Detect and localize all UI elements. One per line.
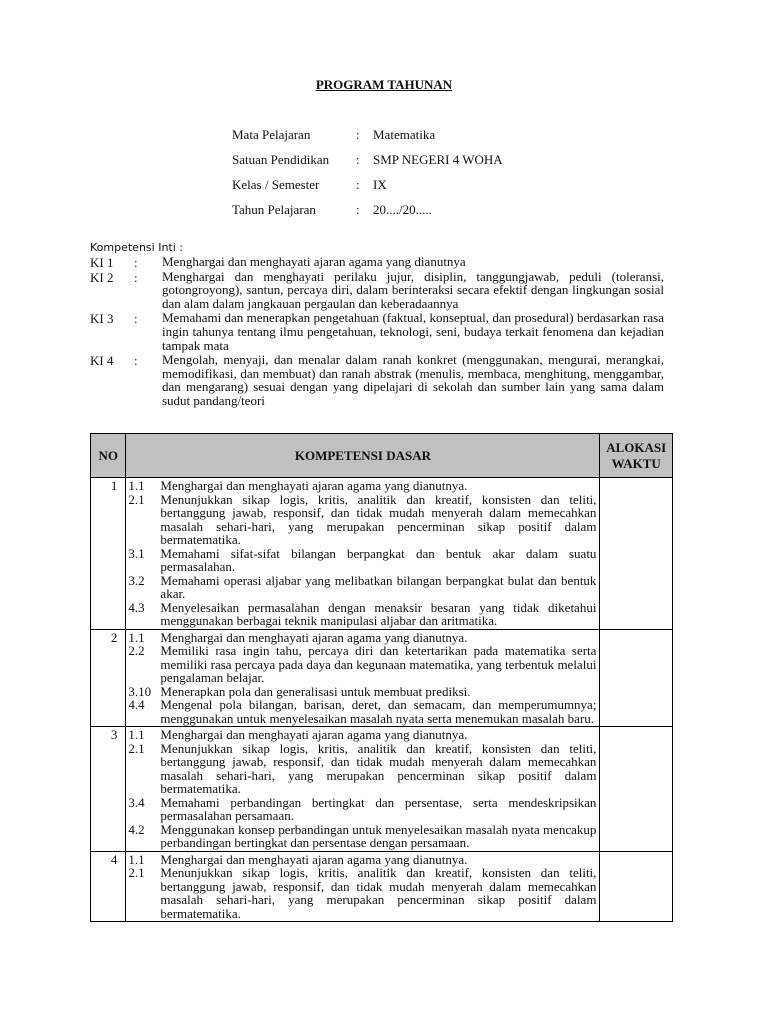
alokasi-waktu-cell [600, 727, 673, 852]
kd-text: Menerapkan pola dan generalisasi untuk membuat prediksi. [160, 683, 471, 699]
meta-label: Satuan Pendidikan [232, 152, 330, 167]
kd-text: Menunjukkan sikap logis, kritis, analitik dan kreatif, konsisten dan teliti, bertanggung jawab, responsif, dan tidak mudah menyerah dalam memecahkan masalah sehari-hari, yang merupakan pencerminan sikap positif dalam bermatematika. [160, 740, 597, 796]
table-header-row [91, 434, 673, 478]
kd-number: 3.1 [128, 545, 145, 561]
meta-separator: : [356, 127, 360, 142]
ki-text: Mengolah, menyaji, dan menalar dalam ranah konkret (menggunakan, mengurai, merangkai, memodifikasi, dan membuat) dan ranah abstrak (menulis, membaca, menghitung, menggambar, dan mengarang) sesuai dengan yang dipelajari di sekolah dan sumber lain yang sama dalam sudut pandang/teori [162, 352, 664, 408]
kd-item [128, 853, 596, 867]
row-number: 3 [91, 727, 126, 852]
meta-value: SMP NEGERI 4 WOHA [373, 152, 503, 167]
meta-label: Kelas / Semester [232, 177, 320, 192]
meta-label: Mata Pelajaran [232, 127, 311, 142]
ki-item [90, 255, 664, 269]
kd-text: Menunjukkan sikap logis, kritis, analitik dan kreatif, konsisten dan teliti, bertanggung jawab, responsif, dan tidak mudah menyerah dalam memecahkan masalah sehari-hari, yang merupakan pencerminan sikap positif dalam bermatematika. [160, 865, 597, 921]
table-row [91, 851, 673, 922]
meta-separator: : [356, 152, 360, 167]
ki-separator: : [134, 353, 138, 369]
kd-number: 2.2 [128, 643, 145, 658]
kd-item [128, 728, 596, 742]
kd-cell [126, 851, 600, 922]
ki-heading: Kompetensi Inti : [90, 241, 183, 254]
header-alokasi-line2: WAKTU [611, 455, 661, 471]
kd-item [128, 685, 596, 699]
ki-separator: : [134, 269, 138, 285]
alokasi-waktu-cell [600, 851, 673, 922]
kd-item [128, 823, 596, 850]
kd-text: Menghargai dan menghayati ajaran agama yang dianutnya. [160, 478, 468, 493]
header-alokasi-line1: ALOKASI [606, 439, 667, 455]
kd-number: 1.1 [128, 727, 145, 742]
kd-item [128, 631, 596, 645]
document-title: PROGRAM TAHUNAN [315, 77, 453, 92]
kd-number: 1.1 [128, 629, 145, 645]
meta-separator: : [356, 177, 360, 192]
ki-item [90, 311, 664, 352]
kd-cell [126, 478, 600, 630]
ki-text: Menghargai dan menghayati perilaku jujur, disiplin, tanggungjawab, peduli (toleransi, gotongroyong), santun, percaya diri, dalam berinteraksi secara efektif dengan lingkungan sosial dan alam dalam jangkauan pergaulan dan keberadaannya [162, 268, 664, 311]
kd-number: 2.1 [128, 740, 145, 756]
meta-separator: : [356, 202, 360, 217]
meta-value: 20..../20..... [373, 202, 432, 217]
ki-code: KI 4 [90, 353, 114, 369]
kd-text: Mengenal pola bilangan, barisan, deret, dan semacam, dan memperumumnya; menggunakan untuk menyelesaikan masalah nyata serta menemukan masalah baru. [160, 697, 597, 726]
alokasi-waktu-cell [600, 478, 673, 630]
kd-cell [126, 727, 600, 852]
row-number: 2 [91, 629, 126, 727]
kd-number: 4.2 [128, 821, 145, 837]
ki-separator: : [134, 311, 138, 327]
kd-item [128, 493, 596, 547]
kd-text: Menunjukkan sikap logis, kritis, analitik dan kreatif, konsisten dan teliti, bertanggung jawab, responsif, dan tidak mudah menyerah dalam memecahkan masalah sehari-hari, yang merupakan pencerminan sikap positif dalam bermatematika. [160, 491, 597, 547]
kd-text: Menghargai dan menghayati ajaran agama yang dianutnya. [160, 851, 468, 867]
kd-cell [126, 629, 600, 727]
header-no: NO [91, 434, 126, 478]
kd-item [128, 796, 596, 823]
kd-number: 3.2 [128, 572, 145, 588]
kd-text: Menghargai dan menghayati ajaran agama yang dianutnya. [160, 629, 468, 645]
kd-text: Menghargai dan menghayati ajaran agama yang dianutnya. [160, 727, 468, 742]
row-number: 4 [91, 851, 126, 922]
kd-number: 3.10 [128, 683, 152, 699]
header-alokasi-waktu [600, 434, 673, 478]
table-row [91, 478, 673, 630]
ki-code: KI 2 [90, 269, 114, 285]
kd-number: 1.1 [128, 478, 145, 493]
table-row [91, 629, 673, 727]
kd-number: 2.1 [128, 491, 145, 507]
table-row [91, 727, 673, 852]
ki-item [90, 270, 664, 311]
kd-item [128, 742, 596, 796]
kd-item [128, 574, 596, 601]
kd-text: Memahami operasi aljabar yang melibatkan bilangan berpangkat bulat dan bentuk akar. [160, 572, 597, 601]
kd-text: Memiliki rasa ingin tahu, percaya diri dan ketertarikan pada matematika serta memiliki rasa percaya pada daya dan kegunaan matematika, yang terbentuk melalui pengalaman belajar. [160, 643, 597, 685]
meta-value: IX [373, 177, 387, 192]
kompetensi-dasar-table [90, 433, 673, 922]
kd-item [128, 866, 596, 920]
kd-item [128, 479, 596, 493]
table-body [91, 478, 673, 922]
alokasi-waktu-cell [600, 629, 673, 727]
kd-number: 3.4 [128, 794, 145, 810]
kd-text: Menyelesaikan permasalahan dengan menaksir besaran yang tidak diketahui menggunakan berbagai teknik manipulasi aljabar dan aritmatika. [160, 599, 597, 628]
kd-text: Memahami perbandingan bertingkat dan persentase, serta mendeskripsikan permasalahan persamaan. [160, 794, 597, 823]
kd-item [128, 547, 596, 574]
kd-text: Menggunakan konsep perbandingan untuk menyelesaikan masalah nyata mencakup perbandingan bertingkat dan persentase dengan persamaan. [160, 821, 597, 850]
meta-value: Matematika [373, 127, 436, 142]
ki-code: KI 3 [90, 311, 114, 327]
kd-item [128, 601, 596, 628]
kd-number: 4.3 [128, 599, 145, 615]
header-kompetensi-dasar: KOMPETENSI DASAR [126, 434, 600, 478]
kd-number: 2.1 [128, 865, 145, 880]
kd-number: 1.1 [128, 851, 145, 867]
kd-text: Memahami sifat-sifat bilangan berpangkat dan bentuk akar dalam suatu permasalahan. [160, 545, 597, 574]
ki-code: KI 1 [90, 255, 114, 270]
row-number: 1 [91, 478, 126, 630]
ki-text: Memahami dan menerapkan pengetahuan (faktual, konseptual, dan prosedural) berdasarkan rasa ingin tahunya tentang ilmu pengetahuan, teknologi, seni, budaya terkait fenomena dan kejadian tampak mata [162, 310, 664, 353]
ki-text: Menghargai dan menghayati ajaran agama yang dianutnya [162, 254, 466, 269]
ki-item [90, 353, 664, 407]
kd-number: 4.4 [128, 697, 145, 712]
kd-item [128, 644, 596, 685]
ki-list [90, 255, 664, 408]
ki-separator: : [134, 255, 138, 270]
kd-item [128, 698, 596, 725]
meta-label: Tahun Pelajaran [232, 202, 316, 217]
